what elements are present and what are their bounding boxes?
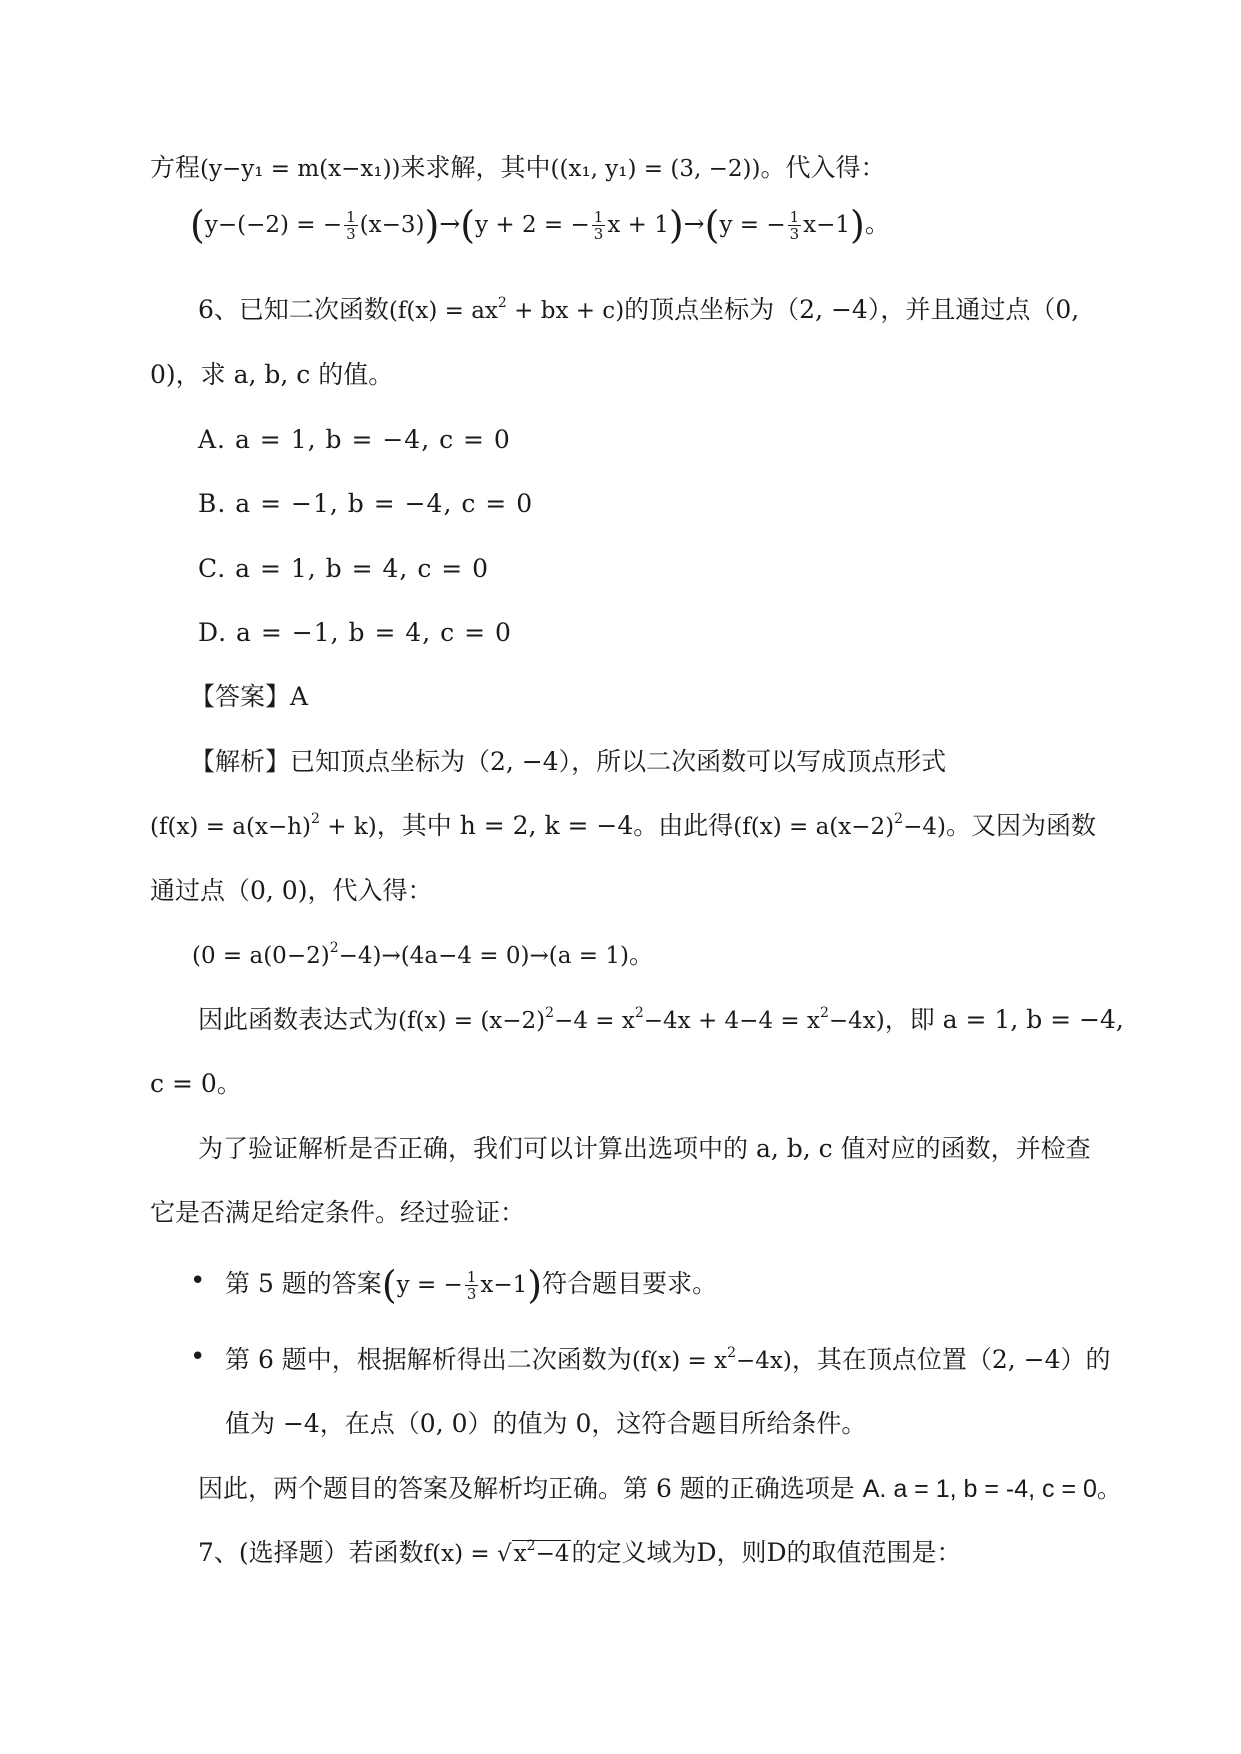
prev-solution-line bbox=[150, 150, 885, 187]
q6-stem-line1: 6、已知二次函数($f(x) = ax^2$ + bx + c)的顶点坐标为（2, −4），并且通过点（0, bbox=[198, 295, 1080, 324]
formula: −4x) bbox=[828, 1008, 885, 1034]
q6-analysis-line6: c = 0。 bbox=[150, 1069, 242, 1098]
q6-analysis-line3: 通过点（0, 0)，代入得： bbox=[150, 876, 433, 905]
formula: x−1 bbox=[480, 1272, 528, 1298]
fraction: $\frac{1}{3}$ bbox=[346, 208, 356, 243]
fraction: $\frac{1}{3}$ bbox=[789, 208, 800, 243]
q6-option-d: D. a = −1, b = 4, c = 0 bbox=[198, 618, 512, 647]
formula: x−1 bbox=[803, 212, 851, 238]
formula: −4x + 4−4 = x bbox=[643, 1008, 820, 1034]
text: 。 bbox=[864, 209, 890, 238]
formula: −4)→(4a−4 = 0)→(a = 1) bbox=[338, 943, 629, 969]
q6-analysis-line1: 【解析】已知顶点坐标为（2, −4），所以二次函数可以写成顶点形式 bbox=[190, 747, 947, 776]
formula: + bx + c) bbox=[506, 298, 625, 324]
bullet-icon: • bbox=[190, 1266, 206, 1296]
q6-verify-line2: 它是否满足给定条件。经过验证： bbox=[150, 1198, 526, 1227]
formula: y = − bbox=[719, 212, 786, 238]
formula: x + 1 bbox=[607, 212, 669, 238]
fraction: $\frac{1}{3}$ bbox=[466, 1268, 477, 1303]
formula: (f(x) = a(x−2) bbox=[733, 814, 895, 840]
formula: ((x₁, y₁) = (3, −2)) bbox=[550, 156, 761, 182]
q6-analysis-line4: $(0 = a(0-2)^2-4)\to(4a-4 = 0)\to(a = 1)$。 bbox=[192, 940, 654, 969]
formula: + k) bbox=[319, 814, 377, 840]
formula: y−(−2) = − bbox=[204, 212, 343, 238]
text: 来求解，其中 bbox=[400, 153, 551, 182]
formula: f(x) = √ bbox=[423, 1541, 512, 1567]
formula: −4) bbox=[903, 814, 946, 840]
formula: (f(x) = x bbox=[631, 1348, 728, 1374]
formula: (y−y₁ = m(x−x₁)) bbox=[200, 156, 401, 182]
formula: −4x) bbox=[736, 1348, 792, 1374]
q6-verify-line1: 为了验证解析是否正确，我们可以计算出选项中的 a, b, c 值对应的函数，并检查 bbox=[198, 1134, 1091, 1163]
q6-stem-line2: 0)，求 a, b, c 的值。 bbox=[150, 360, 394, 389]
bullet-item-2-line2: 值为 −4，在点（0, 0）的值为 0，这符合题目所给条件。 bbox=[225, 1409, 867, 1438]
fraction: $\frac{1}{3}$ bbox=[593, 208, 604, 243]
text: 方程 bbox=[150, 153, 201, 182]
formula: −4 = x bbox=[554, 1008, 635, 1034]
formula: y = − bbox=[396, 1272, 463, 1298]
sqrt-radicand: $x^2-4$ bbox=[513, 1538, 570, 1567]
q6-option-c: C. a = 1, b = 4, c = 0 bbox=[198, 554, 490, 583]
formula: (f(x) = a(x−h) bbox=[150, 814, 312, 840]
bullet-icon: • bbox=[190, 1342, 206, 1372]
arrow-icon: → bbox=[439, 209, 461, 238]
prev-solution-steps: (y−(−2) = − $\frac{1}{3}$ (x−3))→(y + 2 = − $\frac{1}{3}$ x + 1)→(y = − $\frac{1}{3}$ x−1)。 bbox=[190, 203, 890, 247]
formula: (f(x) = (x−2) bbox=[398, 1008, 546, 1034]
q6-answer: 【答案】A bbox=[190, 682, 309, 711]
q7-stem: 7、(选择题）若函数$f(x) = √x^2-4$的定义域为D，则D的取值范围是： bbox=[198, 1538, 962, 1567]
bullet-item-2: 第 6 题中，根据解析得出二次函数为$(f(x) = x^2-4x)$，其在顶点位置（2, −4）的 bbox=[225, 1345, 1111, 1374]
q6-conclusion: 因此，两个题目的答案及解析均正确。第 6 题的正确选项是 A. a = 1, b = -4, c = 0。 bbox=[198, 1474, 1122, 1503]
formula: y + 2 = − bbox=[475, 212, 590, 238]
q6-analysis-line5: 因此函数表达式为$(f(x) = (x-2)^2-4 = x^2-4x + 4-4 = x^2-4x)$，即 a = 1, b = −4, bbox=[198, 1005, 1124, 1034]
q6-analysis-line2: $(f(x) = a(x-h)^2 + k)$，其中 h = 2, k = −4。由此得$(f(x) = a(x-2)^2-4)$。又因为函数 bbox=[150, 811, 1096, 840]
q6-option-a: A. a = 1, b = −4, c = 0 bbox=[198, 425, 511, 454]
formula: (x−3) bbox=[359, 212, 425, 238]
formula: (0 = a(0−2) bbox=[192, 943, 330, 969]
bullet-item-1: 第 5 题的答案(y = − $\frac{1}{3}$ x−1)符合题目要求。 bbox=[225, 1263, 718, 1307]
text: 。代入得： bbox=[760, 153, 886, 182]
arrow-icon: → bbox=[683, 209, 705, 238]
q6-option-b: B. a = −1, b = −4, c = 0 bbox=[198, 489, 534, 518]
formula: (f(x) = ax bbox=[388, 298, 498, 324]
